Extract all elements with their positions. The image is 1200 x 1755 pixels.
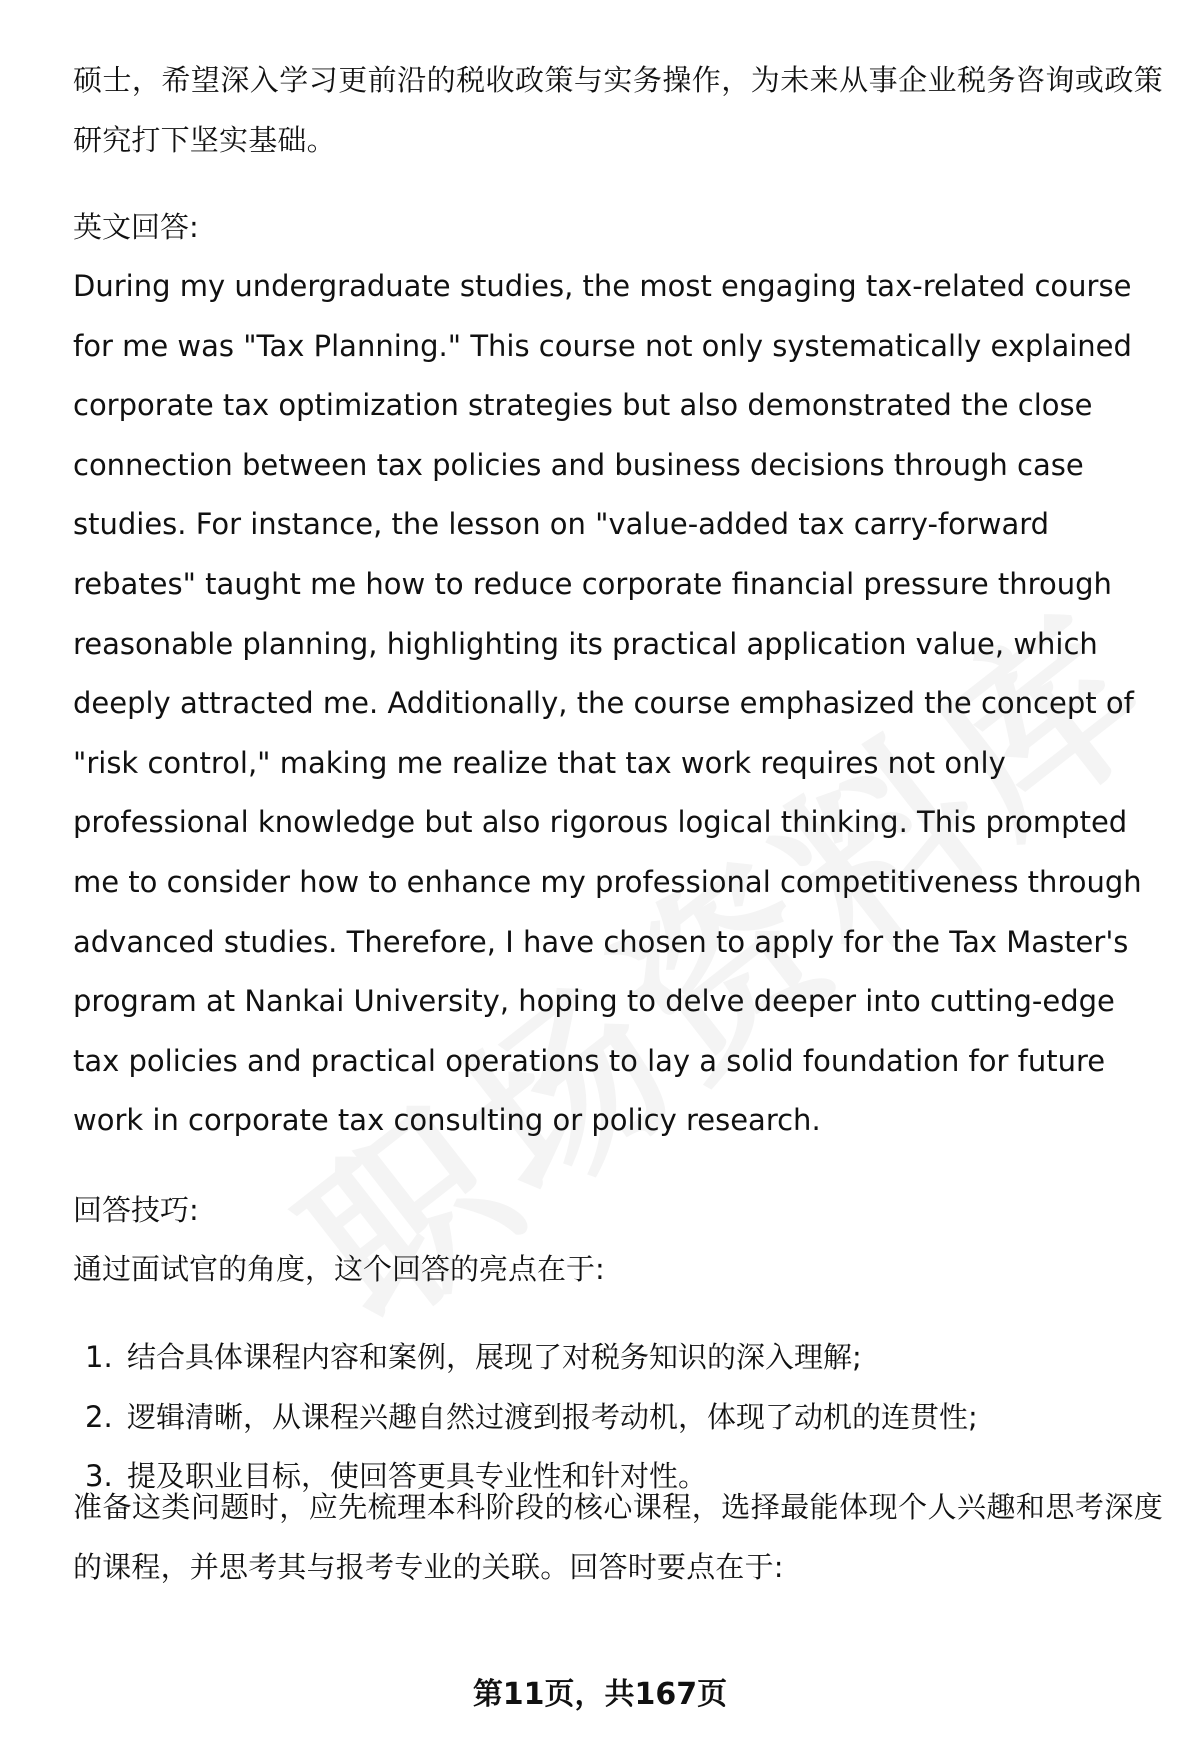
preparation-paragraph: 准备这类问题时，应先梳理本科阶段的核心课程，选择最能体现个人兴趣和思考深度的课程，并思考其与报考专业的关联。回答时要点在于: xyxy=(73,1490,1163,1584)
list-item xyxy=(85,1328,978,1388)
list-item-number: 3. xyxy=(85,1459,113,1493)
page-number-footer: 第11页，共167页 xyxy=(472,1677,728,1712)
english-answer-paragraph: During my undergraduate studies, the most engaging tax-related course for me was "Tax Planning." This course not only systematically explained corporate tax optimization strategies but also demonstrated the close connection between tax policies and business decisions through case studies. For instance, the lesson on "value-added tax carry-forward rebates" taught me how to reduce corporate financial pressure through reasonable planning, highlighting its practical application value, which deeply attracted me. Additionally, the course emphasized the concept of "risk control," making me realize that tax work requires not only professional knowledge but also rigorous logical thinking. This prompted me to consider how to enhance my professional competitiveness through advanced studies. Therefore, I have chosen to apply for the Tax Master's program at Nankai University, hoping to delve deeper into cutting-edge tax policies and practical operations to lay a solid foundation for future work in corporate tax consulting or policy research. xyxy=(73,269,1142,1138)
list-item-number: 2. xyxy=(85,1399,113,1434)
english-answer-heading: 英文回答: xyxy=(73,210,199,244)
tips-intro: 通过面试官的角度，这个回答的亮点在于: xyxy=(73,1252,605,1286)
intro-paragraph: 硕士，希望深入学习更前沿的税收政策与实务操作，为未来从事企业税务咨询或政策研究打下坚实基础。 xyxy=(73,63,1163,157)
list-item-text: 结合具体课程内容和案例，展现了对税务知识的深入理解; xyxy=(127,1340,862,1374)
list-item-number: 1. xyxy=(85,1340,113,1374)
list-item-text: 提及职业目标，使回答更具专业性和针对性。 xyxy=(127,1459,708,1493)
list-item xyxy=(85,1388,978,1448)
list-item-text: 逻辑清晰，从课程兴趣自然过渡到报考动机，体现了动机的连贯性; xyxy=(127,1399,978,1434)
tips-heading: 回答技巧: xyxy=(73,1193,199,1227)
